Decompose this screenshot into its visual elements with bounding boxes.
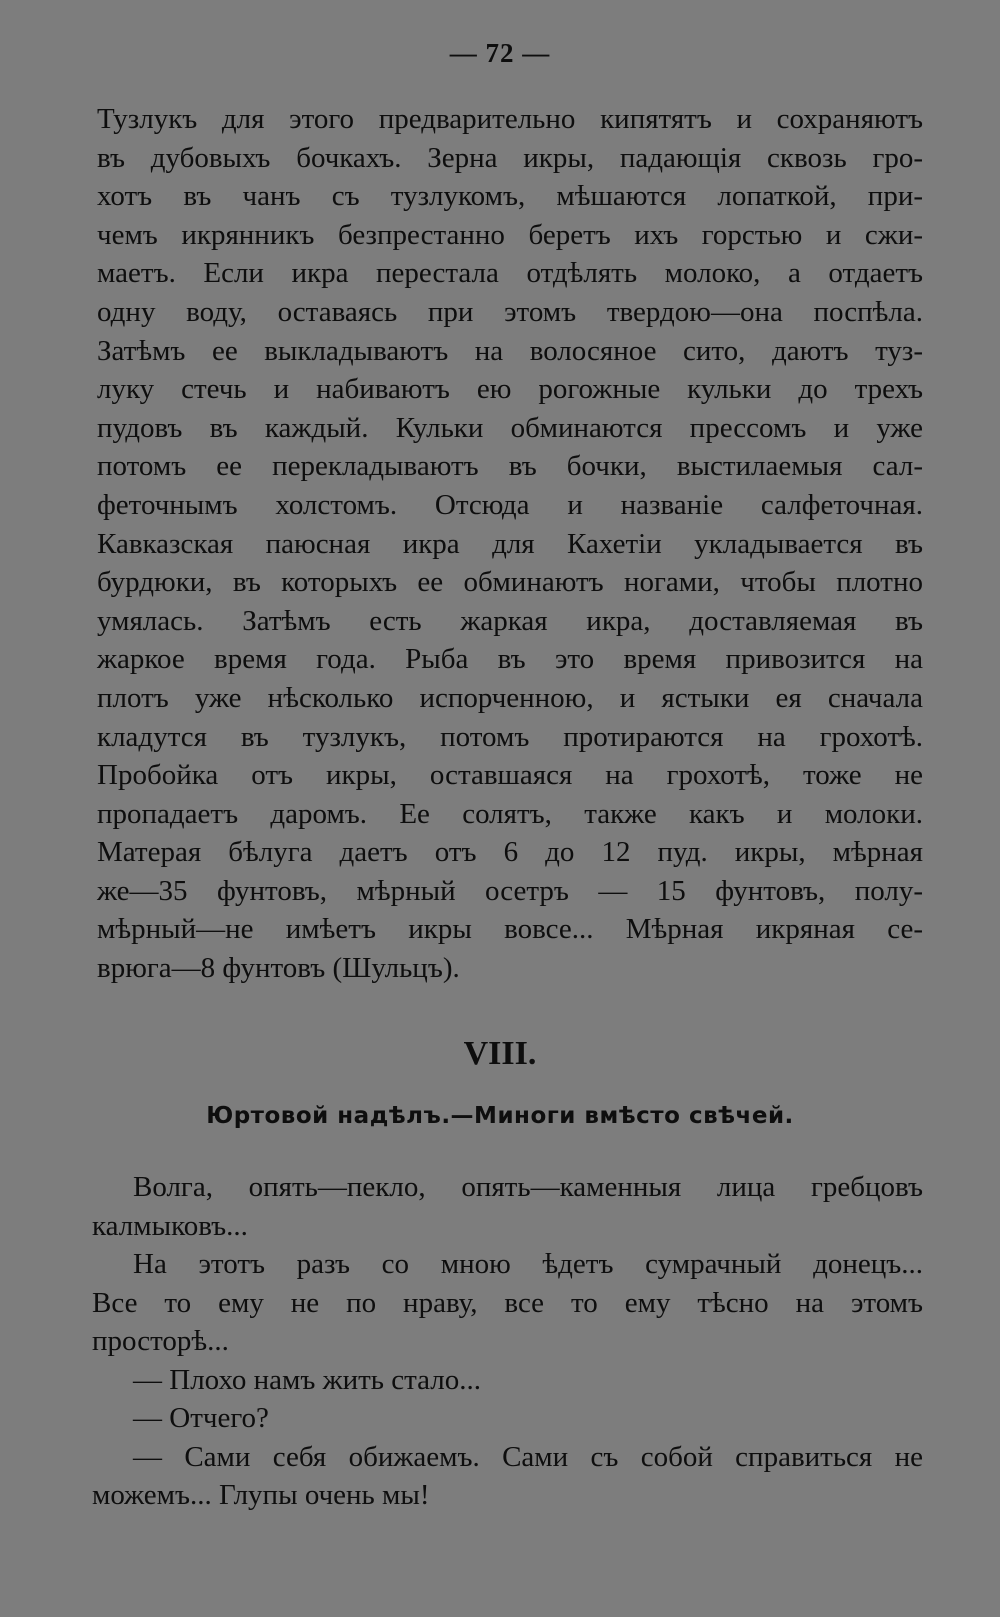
- text-line: Пробойка отъ икры, оставшаяся на грохотѣ, тоже не: [97, 759, 923, 792]
- text-line: кладутся въ тузлукъ, потомъ протираются на грохотѣ.: [97, 720, 923, 753]
- text-line: Волга, опять—пекло, опять—каменныя лица гребцовъ: [133, 1171, 923, 1203]
- text-line: луку стечь и набиваютъ ею рогожные кульки до трехъ: [97, 373, 923, 406]
- text-line: врюга—8 фунтовъ (Шульцъ).: [97, 952, 460, 985]
- chapter-text: [92, 1168, 923, 1515]
- text-line: хотъ въ чанъ съ тузлукомъ, мѣшаются лопаткой, при-: [97, 180, 923, 213]
- body-paragraph: [97, 100, 923, 988]
- dialogue-line: — Отчего?: [133, 1402, 269, 1434]
- text-line: просторѣ...: [92, 1325, 229, 1357]
- text-line: умялась. Затѣмъ есть жаркая икра, доставляемая въ: [97, 604, 923, 637]
- chapter-title: Юртовой надѣлъ.—Миноги вмѣсто свѣчей.: [206, 1103, 794, 1129]
- text-line: жаркое время года. Рыба въ это время привозится на: [97, 643, 923, 676]
- text-line: пропадаетъ даромъ. Ее солятъ, также какъ и молоки.: [97, 797, 923, 830]
- text-line: калмыковъ...: [92, 1209, 248, 1242]
- chapter-number: VIII.: [463, 1035, 537, 1072]
- dialogue-line: — Сами себя обижаемъ. Сами съ собой справиться не: [133, 1440, 923, 1473]
- text-line: Затѣмъ ее выкладываютъ на волосяное сито, даютъ туз-: [97, 334, 923, 367]
- text-line: пудовъ въ каждый. Кульки обминаются прессомъ и уже: [97, 411, 923, 444]
- text-line: же—35 фунтовъ, мѣрный осетръ — 15 фунтовъ, полу-: [97, 874, 923, 907]
- text-line: Кавказская паюсная икра для Кахетіи укладывается въ: [97, 527, 923, 560]
- text-line: маетъ. Если икра перестала отдѣлять молоко, а отдаетъ: [97, 257, 923, 290]
- text-line: феточнымъ холстомъ. Отсюда и названіе салфеточная.: [97, 488, 923, 521]
- text-line: одну воду, оставаясь при этомъ твердою—она поспѣла.: [97, 295, 923, 328]
- dialogue-line: — Плохо намъ жить стало...: [133, 1363, 482, 1396]
- text-line: потомъ ее перекладываютъ въ бочки, выстилаемыя сал-: [97, 450, 923, 483]
- text-line: мѣрный—не имѣетъ икры вовсе... Мѣрная икряная се-: [97, 913, 923, 946]
- text-line: чемъ икрянникъ безпрестанно беретъ ихъ горстью и сжи-: [97, 218, 923, 251]
- text-line: бурдюки, въ которыхъ ее обминаютъ ногами, чтобы плотно: [97, 566, 923, 599]
- text-line: На этотъ разъ со мною ѣдетъ сумрачный донецъ...: [133, 1248, 923, 1280]
- text-line: Матерая бѣлуга даетъ отъ 6 до 12 пуд. икры, мѣрная: [97, 836, 923, 869]
- text-line: Тузлукъ для этого предварительно кипятятъ и сохраняютъ: [97, 103, 923, 135]
- text-line: въ дубовыхъ бочкахъ. Зерна икры, падающія сквозь гро-: [97, 141, 923, 174]
- text-line: Все то ему не по нраву, все то ему тѣсно на этомъ: [92, 1286, 923, 1319]
- page-number: — 72 —: [449, 38, 551, 68]
- text-line: плотъ уже нѣсколько испорченною, и ястыки ея сначала: [97, 681, 923, 714]
- dialogue-line: можемъ... Глупы очень мы!: [92, 1479, 430, 1511]
